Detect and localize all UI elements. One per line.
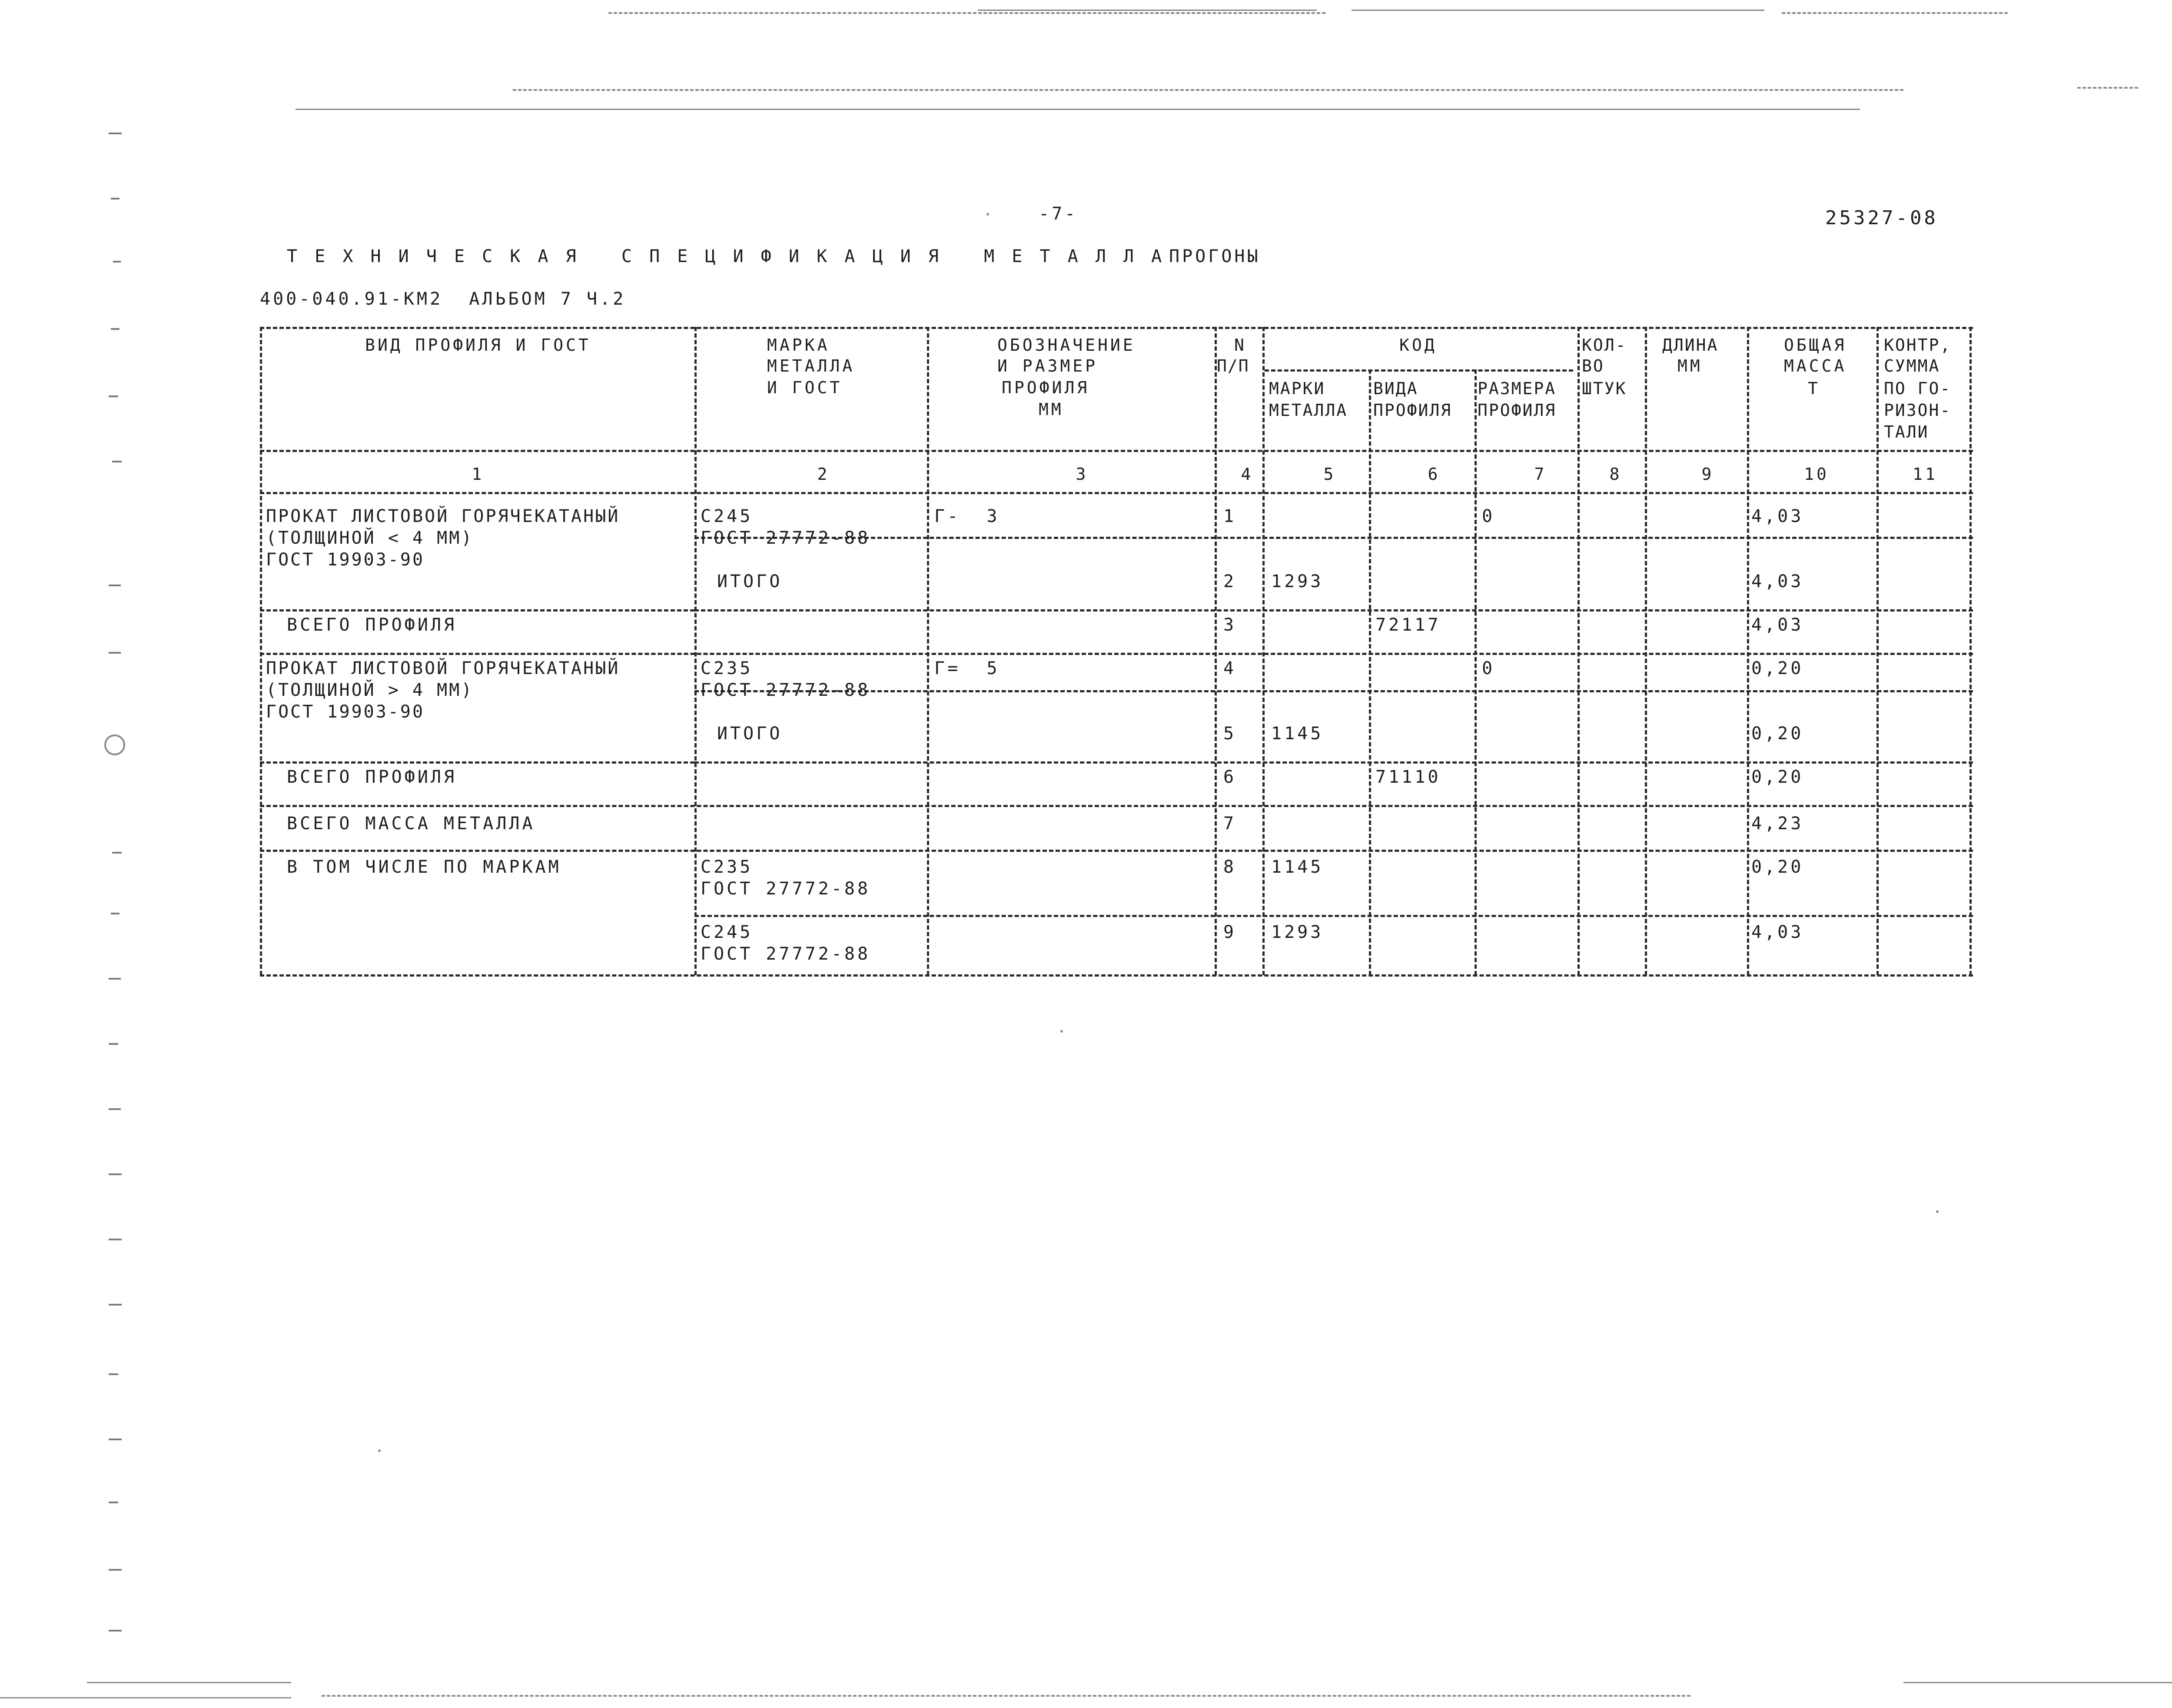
row-number: 3: [1223, 615, 1237, 635]
header-size-line1: ОБОЗНАЧЕНИЕ: [997, 336, 1136, 355]
row-number: 1: [1223, 506, 1237, 526]
header-grade-line3: И ГОСТ: [767, 378, 843, 397]
header-mass-line3: Т: [1808, 379, 1820, 398]
subtotal-label: ИТОГО: [717, 724, 783, 744]
row-number: 7: [1223, 814, 1237, 834]
profile-type-code: 71110: [1375, 767, 1441, 787]
header-size-line3: ПРОФИЛЯ: [1002, 378, 1090, 397]
profile-name: ПРОКАТ ЛИСТОВОЙ ГОРЯЧЕКАТАНЫЙ: [266, 506, 620, 526]
size-code: 0: [1482, 506, 1495, 526]
grade-code: 1293: [1271, 922, 1324, 942]
size-code: 0: [1482, 658, 1495, 678]
column-number: 2: [817, 465, 830, 484]
total-mass: 4,23: [1751, 814, 1804, 834]
header-control-line3: ПО ГО-: [1884, 379, 1952, 398]
steel-grade: С245: [701, 506, 753, 526]
profile-gost: ГОСТ 19903-90: [266, 550, 425, 570]
steel-gost: ГОСТ 27772-88: [701, 879, 871, 899]
total-mass: 0,20: [1751, 767, 1804, 787]
subtotal-label: ИТОГО: [717, 572, 783, 591]
header-code-profile-size-line1: РАЗМЕРА: [1478, 379, 1557, 398]
page-number: -7-: [1039, 204, 1078, 224]
header-quantity-line3: ШТУК: [1582, 379, 1627, 398]
total-mass: 0,20: [1751, 724, 1804, 744]
header-code-profile-type-line2: ПРОФИЛЯ: [1373, 401, 1452, 420]
steel-grade: С235: [701, 658, 753, 678]
steel-gost: ГОСТ 27772-88: [701, 680, 871, 700]
steel-gost: ГОСТ 27772-88: [701, 944, 871, 964]
header-code-grade-line2: МЕТАЛЛА: [1269, 401, 1348, 420]
row-number: 2: [1223, 572, 1237, 591]
header-code-grade-line1: МАРКИ: [1269, 379, 1325, 398]
header-size-line4: ММ: [1039, 400, 1064, 419]
profile-type-code: 72117: [1375, 615, 1441, 635]
column-number: 11: [1913, 465, 1938, 484]
column-number: 7: [1534, 465, 1547, 484]
profile-size: Г= 5: [934, 658, 1000, 678]
total-mass: 0,20: [1751, 857, 1804, 877]
steel-gost: ГОСТ 27772-88: [701, 528, 871, 548]
header-control-line5: ТАЛИ: [1884, 422, 1929, 442]
header-grade-line2: МЕТАЛЛА: [767, 356, 855, 375]
profile-thickness: (ТОЛЩИНОЙ < 4 ММ): [266, 528, 474, 548]
header-control-line2: СУММА: [1884, 356, 1940, 375]
row-number: 8: [1223, 857, 1237, 877]
total-mass: 4,03: [1751, 506, 1804, 526]
total-mass: 4,03: [1751, 572, 1804, 591]
document-number: 25327-08: [1825, 207, 1938, 229]
header-code-profile-size-line2: ПРОФИЛЯ: [1478, 401, 1557, 420]
profile-total-label: ВСЕГО ПРОФИЛЯ: [287, 767, 457, 787]
grade-code: 1293: [1271, 572, 1324, 591]
profile-size: Г- 3: [934, 506, 1000, 526]
header-control-line4: РИЗОН-: [1884, 401, 1952, 420]
column-number: 8: [1609, 465, 1622, 484]
header-length-line2: ММ: [1677, 356, 1703, 375]
total-mass: 4,03: [1751, 615, 1804, 635]
column-number: 5: [1323, 465, 1336, 484]
column-number: 1: [472, 465, 485, 484]
grade-code: 1145: [1271, 857, 1324, 877]
header-code-profile-type-line1: ВИДА: [1373, 379, 1418, 398]
header-grade-line1: МАРКА: [767, 336, 830, 355]
total-metal-label: ВСЕГО МАССА МЕТАЛЛА: [287, 814, 535, 834]
header-mass-line2: МАССА: [1784, 356, 1847, 375]
header-number-line1: N: [1234, 336, 1247, 355]
document-title: Т Е Х Н И Ч Е С К А Я С П Е Ц И Ф И К А Ц И Я М Е Т А Л Л А: [287, 246, 1166, 266]
column-number: 3: [1076, 465, 1089, 484]
column-number: 10: [1804, 465, 1829, 484]
header-code: КОД: [1399, 336, 1437, 355]
row-number: 9: [1223, 922, 1237, 942]
profile-gost: ГОСТ 19903-90: [266, 702, 425, 722]
header-mass-line1: ОБЩАЯ: [1784, 336, 1847, 355]
profile-thickness: (ТОЛЩИНОЙ > 4 ММ): [266, 680, 474, 700]
header-quantity-line2: ВО: [1582, 356, 1604, 375]
header-length-line1: ДЛИНА: [1662, 336, 1719, 355]
row-number: 4: [1223, 658, 1237, 678]
column-number: 4: [1241, 465, 1254, 484]
steel-grade: С245: [701, 922, 753, 942]
column-number: 6: [1428, 465, 1441, 484]
by-grade-label: В ТОМ ЧИСЛЕ ПО МАРКАМ: [287, 857, 561, 877]
column-number: 9: [1701, 465, 1714, 484]
header-size-line2: И РАЗМЕР: [997, 356, 1098, 375]
profile-name: ПРОКАТ ЛИСТОВОЙ ГОРЯЧЕКАТАНЫЙ: [266, 658, 620, 678]
grade-code: 1145: [1271, 724, 1324, 744]
steel-grade: С235: [701, 857, 753, 877]
header-control-line1: КОНТР,: [1884, 336, 1952, 355]
row-number: 6: [1223, 767, 1237, 787]
document-subtitle: ПРОГОНЫ: [1169, 246, 1261, 266]
header-quantity-line1: КОЛ-: [1582, 336, 1627, 355]
row-number: 5: [1223, 724, 1237, 744]
header-profile-gost: ВИД ПРОФИЛЯ И ГОСТ: [365, 336, 591, 355]
total-mass: 0,20: [1751, 658, 1804, 678]
document-reference: 400-040.91-КМ2 АЛЬБОМ 7 Ч.2: [260, 289, 626, 309]
header-number-line2: П/П: [1217, 356, 1249, 375]
profile-total-label: ВСЕГО ПРОФИЛЯ: [287, 615, 457, 635]
total-mass: 4,03: [1751, 922, 1804, 942]
